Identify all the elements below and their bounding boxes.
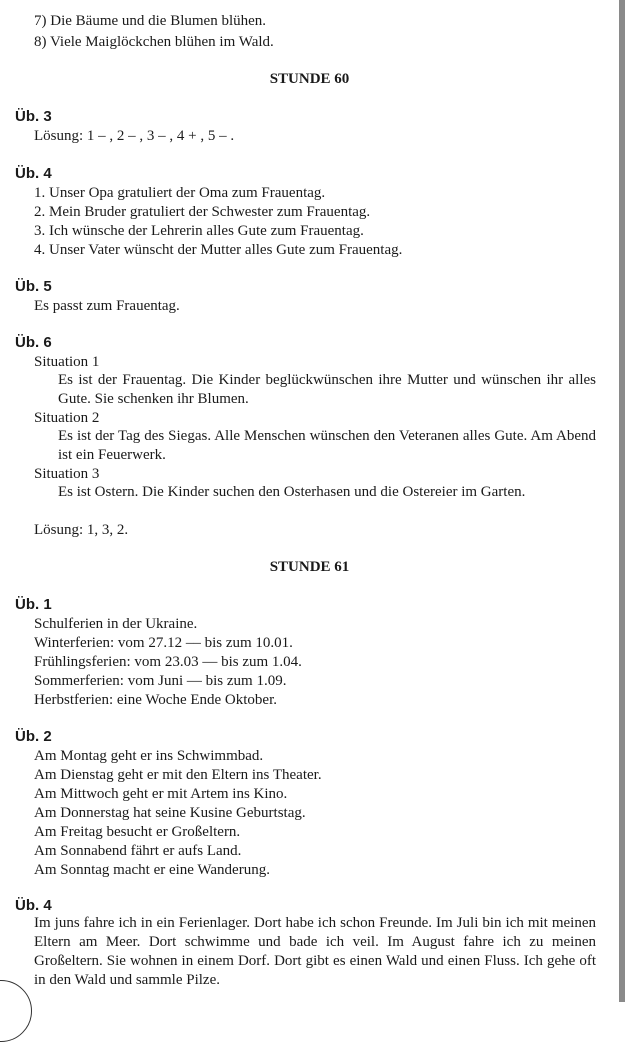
s61-ub2-line-7: Am Sonntag macht er eine Wanderung. [34,862,270,878]
s60-ub4-item-2: 2. Mein Bruder gratuliert der Schwester zum Frauentag. [34,204,371,220]
s60-ub4-item-3: 3. Ich wünsche der Lehrerin alles Gute zum Frauentag. [34,223,364,239]
s61-ub2-line-2: Am Dienstag geht er mit den Eltern ins Theater. [34,767,322,783]
s60-ub4-item-4: 4. Unser Vater wünscht der Mutter alles Gute zum Frauentag. [34,242,403,258]
s61-ub1-line-2: Winterferien: vom 27.12 –– bis zum 10.01. [34,635,293,651]
s61-ub1-heading: Üb. 1 [15,596,52,613]
top-line-7: 7) Die Bäume und die Blumen blühen. [34,13,267,29]
s60-ub3-heading: Üb. 3 [15,108,52,125]
s60-ub4-heading: Üb. 4 [15,165,52,182]
s61-ub2-line-6: Am Sonnabend fährt er aufs Land. [34,843,242,859]
s61-ub2-heading: Üb. 2 [15,728,52,745]
s60-ub3-solution: Lösung: 1 – , 2 – , 3 – , 4 + , 5 – . [34,128,235,144]
s60-ub6-heading: Üb. 6 [15,334,52,351]
stunde-61-title: STUNDE 61 [269,559,350,575]
s61-ub2-line-3: Am Mittwoch geht er mit Artem ins Kino. [34,786,288,802]
s60-ub6-solution: Lösung: 1, 3, 2. [34,522,129,538]
s60-ub6-situation-2-label: Situation 2 [34,410,100,426]
page-corner-curl [0,980,32,1042]
top-line-8: 8) Viele Maiglöckchen blühen im Wald. [34,34,274,50]
s61-ub4-text: Im juns fahre ich in ein Ferienlager. Dort habe ich schon Freunde. Im Juli bin ich mit meinen Eltern am Meer. Dort schwimme und bade ich veil. Im August fahre ich zu meinen Großeltern. Sie wohnen in einem Dorf. Dort gibt es einen Wald und einen Fluss. Ich gehe oft in den Wald und sammle Pilze. [34,915,596,988]
s60-ub6-situation-1-text: Es ist der Frauentag. Die Kinder beglückwünschen ihre Mutter und wünschen ihr alles Gute. Sie schenken ihr Blumen. [58,372,596,407]
s60-ub6-situation-3-label: Situation 3 [34,466,100,482]
s60-ub5-heading: Üb. 5 [15,278,52,295]
s61-ub1-line-5: Herbstferien: eine Woche Ende Oktober. [34,692,278,708]
s61-ub4-heading: Üb. 4 [15,897,52,914]
s61-ub1-line-1: Schulferien in der Ukraine. [34,616,198,632]
s61-ub2-line-5: Am Freitag besucht er Großeltern. [34,824,241,840]
stunde-60-title: STUNDE 60 [269,71,350,87]
s61-ub1-line-3: Frühlingsferien: vom 23.03 — bis zum 1.04. [34,654,302,670]
s61-ub2-line-1: Am Montag geht er ins Schwimmbad. [34,748,264,764]
s60-ub6-situation-1-label: Situation 1 [34,354,100,370]
s61-ub1-line-4: Sommerferien: vom Juni — bis zum 1.09. [34,673,287,689]
s60-ub4-item-1: 1. Unser Opa gratuliert der Oma zum Frauentag. [34,185,326,201]
s60-ub6-situation-2-text: Es ist der Tag des Siegas. Alle Menschen wünschen den Veteranen alles Gute. Am Abend ist ein Feuerwerk. [58,428,596,463]
page-edge-shadow [619,0,625,1002]
s60-ub5-line: Es passt zum Frauentag. [34,298,180,314]
s60-ub6-situation-3-text: Es ist Ostern. Die Kinder suchen den Osterhasen und die Ostereier im Garten. [58,484,526,500]
s61-ub2-line-4: Am Donnerstag hat seine Kusine Geburtstag. [34,805,306,821]
